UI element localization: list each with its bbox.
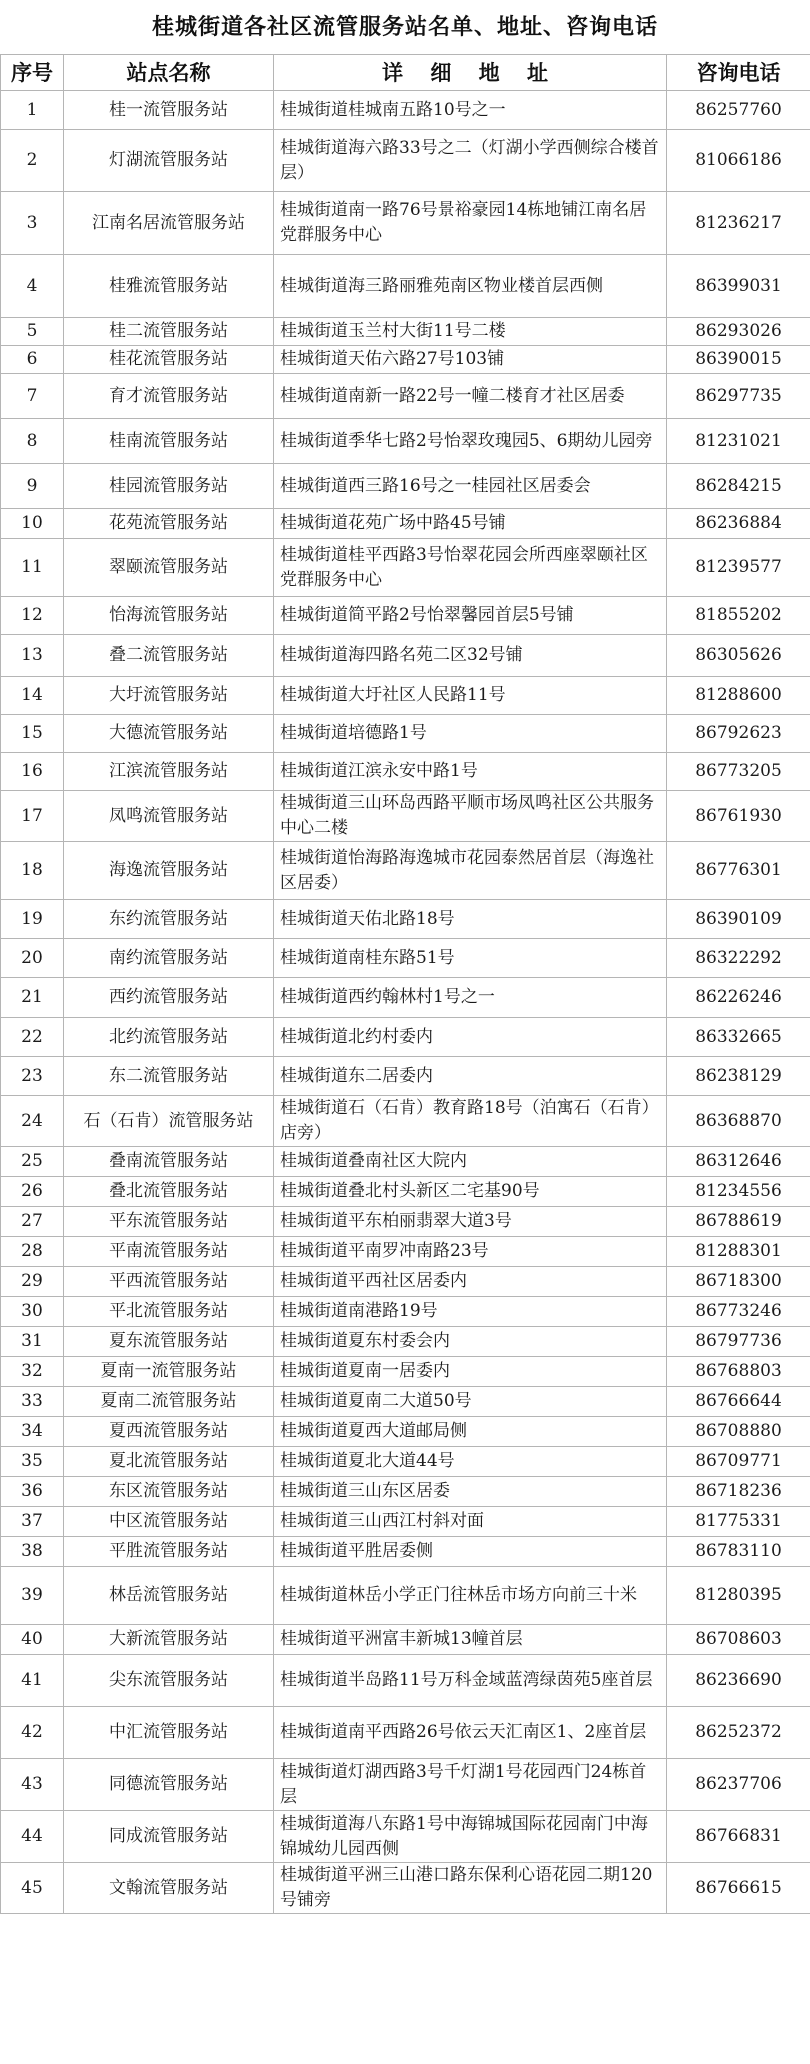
- station-phone: 86792623: [667, 715, 810, 753]
- station-phone: 86312646: [667, 1147, 810, 1177]
- station-name: 桂雅流管服务站: [64, 255, 274, 318]
- header-phone: 咨询电话: [667, 55, 810, 91]
- station-phone: 86399031: [667, 255, 810, 318]
- station-name: 翠颐流管服务站: [64, 539, 274, 597]
- station-address: 桂城街道海六路33号之二（灯湖小学西侧综合楼首层）: [274, 130, 667, 192]
- table-row: [1, 1057, 810, 1096]
- table-row: [1, 1207, 810, 1237]
- station-name: 平东流管服务站: [64, 1207, 274, 1237]
- table-row: [1, 1477, 810, 1507]
- station-name: 大新流管服务站: [64, 1625, 274, 1655]
- station-address: 桂城街道夏北大道44号: [274, 1447, 667, 1477]
- station-address: 桂城街道北约村委内: [274, 1018, 667, 1057]
- station-address: 桂城街道桂平西路3号怡翠花园会所西座翠颐社区党群服务中心: [274, 539, 667, 597]
- row-number: 25: [1, 1147, 64, 1177]
- table-row: [1, 130, 810, 192]
- table-row: [1, 1387, 810, 1417]
- station-phone: 86305626: [667, 635, 810, 677]
- station-address: 桂城街道桂城南五路10号之一: [274, 91, 667, 130]
- station-address: 桂城街道玉兰村大街11号二楼: [274, 318, 667, 346]
- station-phone: 86776301: [667, 842, 810, 900]
- station-address: 桂城街道平洲富丰新城13幢首层: [274, 1625, 667, 1655]
- station-name: 夏南一流管服务站: [64, 1357, 274, 1387]
- row-number: 2: [1, 130, 64, 192]
- station-address: 桂城街道三山环岛西路平顺市场凤鸣社区公共服务中心二楼: [274, 791, 667, 842]
- station-address: 桂城街道培德路1号: [274, 715, 667, 753]
- row-number: 43: [1, 1759, 64, 1811]
- station-address: 桂城街道江滨永安中路1号: [274, 753, 667, 791]
- row-number: 30: [1, 1297, 64, 1327]
- station-name: 中汇流管服务站: [64, 1707, 274, 1759]
- row-number: 16: [1, 753, 64, 791]
- station-name: 叠北流管服务站: [64, 1177, 274, 1207]
- station-name: 文翰流管服务站: [64, 1863, 274, 1914]
- station-name: 育才流管服务站: [64, 374, 274, 419]
- station-phone: 86390015: [667, 346, 810, 374]
- station-name: 东区流管服务站: [64, 1477, 274, 1507]
- station-address: 桂城街道南平西路26号依云天汇南区1、2座首层: [274, 1707, 667, 1759]
- table-row: [1, 192, 810, 255]
- table-row: [1, 346, 810, 374]
- station-phone: 86332665: [667, 1018, 810, 1057]
- station-name: 桂南流管服务站: [64, 419, 274, 464]
- station-name: 东约流管服务站: [64, 900, 274, 939]
- station-address: 桂城街道平南罗冲南路23号: [274, 1237, 667, 1267]
- table-row: [1, 1811, 810, 1863]
- station-phone: 86708880: [667, 1417, 810, 1447]
- station-address: 桂城街道天佑六路27号103铺: [274, 346, 667, 374]
- row-number: 3: [1, 192, 64, 255]
- station-phone: 86768803: [667, 1357, 810, 1387]
- stations-table: [0, 54, 810, 1914]
- table-row: [1, 791, 810, 842]
- station-phone: 86293026: [667, 318, 810, 346]
- station-phone: 86284215: [667, 464, 810, 509]
- table-row: [1, 1537, 810, 1567]
- row-number: 11: [1, 539, 64, 597]
- station-name: 平西流管服务站: [64, 1267, 274, 1297]
- station-phone: 86238129: [667, 1057, 810, 1096]
- row-number: 5: [1, 318, 64, 346]
- station-name: 平北流管服务站: [64, 1297, 274, 1327]
- station-phone: 86322292: [667, 939, 810, 978]
- station-phone: 86236690: [667, 1655, 810, 1707]
- station-address: 桂城街道大圩社区人民路11号: [274, 677, 667, 715]
- table-row: [1, 1625, 810, 1655]
- table-row: [1, 539, 810, 597]
- station-name: 凤鸣流管服务站: [64, 791, 274, 842]
- row-number: 26: [1, 1177, 64, 1207]
- row-number: 40: [1, 1625, 64, 1655]
- station-phone: 86237706: [667, 1759, 810, 1811]
- table-row: [1, 1237, 810, 1267]
- table-row: [1, 635, 810, 677]
- station-name: 夏南二流管服务站: [64, 1387, 274, 1417]
- station-address: 桂城街道平东柏丽翡翠大道3号: [274, 1207, 667, 1237]
- header-name: 站点名称: [64, 55, 274, 91]
- station-name: 桂一流管服务站: [64, 91, 274, 130]
- station-phone: 86390109: [667, 900, 810, 939]
- station-address: 桂城街道平西社区居委内: [274, 1267, 667, 1297]
- station-phone: 81236217: [667, 192, 810, 255]
- station-phone: 86766644: [667, 1387, 810, 1417]
- station-phone: 86783110: [667, 1537, 810, 1567]
- station-name: 大圩流管服务站: [64, 677, 274, 715]
- station-address: 桂城街道南一路76号景裕豪园14栋地铺江南名居党群服务中心: [274, 192, 667, 255]
- table-row: [1, 464, 810, 509]
- station-address: 桂城街道石（石肯）教育路18号（泊寓石（石肯）店旁）: [274, 1096, 667, 1147]
- station-address: 桂城街道三山西江村斜对面: [274, 1507, 667, 1537]
- station-name: 桂二流管服务站: [64, 318, 274, 346]
- station-name: 叠二流管服务站: [64, 635, 274, 677]
- station-name: 平胜流管服务站: [64, 1537, 274, 1567]
- table-row: [1, 842, 810, 900]
- station-address: 桂城街道三山东区居委: [274, 1477, 667, 1507]
- station-phone: 86718300: [667, 1267, 810, 1297]
- station-phone: 86766831: [667, 1811, 810, 1863]
- station-name: 江滨流管服务站: [64, 753, 274, 791]
- station-phone: 86773246: [667, 1297, 810, 1327]
- table-row: [1, 1096, 810, 1147]
- row-number: 37: [1, 1507, 64, 1537]
- document-title: 桂城街道各社区流管服务站名单、地址、咨询电话: [151, 14, 658, 40]
- station-address: 桂城街道叠南社区大院内: [274, 1147, 667, 1177]
- table-row: [1, 1327, 810, 1357]
- row-number: 29: [1, 1267, 64, 1297]
- station-phone: 86761930: [667, 791, 810, 842]
- station-address: 桂城街道天佑北路18号: [274, 900, 667, 939]
- table-row: [1, 1177, 810, 1207]
- row-number: 17: [1, 791, 64, 842]
- table-row: [1, 318, 810, 346]
- station-phone: 81280395: [667, 1567, 810, 1625]
- station-address: 桂城街道夏东村委会内: [274, 1327, 667, 1357]
- table-row: [1, 677, 810, 715]
- station-name: 灯湖流管服务站: [64, 130, 274, 192]
- station-address: 桂城街道南港路19号: [274, 1297, 667, 1327]
- row-number: 13: [1, 635, 64, 677]
- table-row: [1, 419, 810, 464]
- row-number: 1: [1, 91, 64, 130]
- row-number: 23: [1, 1057, 64, 1096]
- row-number: 19: [1, 900, 64, 939]
- table-row: [1, 255, 810, 318]
- station-name: 大德流管服务站: [64, 715, 274, 753]
- row-number: 21: [1, 978, 64, 1018]
- station-phone: 81775331: [667, 1507, 810, 1537]
- station-phone: 86368870: [667, 1096, 810, 1147]
- table-row: [1, 1507, 810, 1537]
- row-number: 32: [1, 1357, 64, 1387]
- station-phone: 86773205: [667, 753, 810, 791]
- station-address: 桂城街道平胜居委侧: [274, 1537, 667, 1567]
- table-row: [1, 91, 810, 130]
- row-number: 18: [1, 842, 64, 900]
- row-number: 15: [1, 715, 64, 753]
- table-row: [1, 978, 810, 1018]
- station-address: 桂城街道叠北村头新区二宅基90号: [274, 1177, 667, 1207]
- station-address: 桂城街道东二居委内: [274, 1057, 667, 1096]
- row-number: 10: [1, 509, 64, 539]
- station-name: 同德流管服务站: [64, 1759, 274, 1811]
- row-number: 34: [1, 1417, 64, 1447]
- station-name: 桂园流管服务站: [64, 464, 274, 509]
- station-name: 林岳流管服务站: [64, 1567, 274, 1625]
- header-address: 详 细 地 址: [274, 55, 667, 91]
- table-row: [1, 1447, 810, 1477]
- row-number: 42: [1, 1707, 64, 1759]
- station-phone: 81234556: [667, 1177, 810, 1207]
- row-number: 45: [1, 1863, 64, 1914]
- station-address: 桂城街道西约翰林村1号之一: [274, 978, 667, 1018]
- table-row: [1, 597, 810, 635]
- table-row: [1, 1018, 810, 1057]
- station-name: 尖东流管服务站: [64, 1655, 274, 1707]
- station-address: 桂城街道季华七路2号怡翠玫瑰园5、6期幼儿园旁: [274, 419, 667, 464]
- station-phone: 81288301: [667, 1237, 810, 1267]
- station-address: 桂城街道西三路16号之一桂园社区居委会: [274, 464, 667, 509]
- table-row: [1, 1147, 810, 1177]
- station-phone: 86709771: [667, 1447, 810, 1477]
- station-name: 夏北流管服务站: [64, 1447, 274, 1477]
- table-row: [1, 509, 810, 539]
- table-row: [1, 1417, 810, 1447]
- station-name: 北约流管服务站: [64, 1018, 274, 1057]
- station-address: 桂城街道林岳小学正门往林岳市场方向前三十米: [274, 1567, 667, 1625]
- station-address: 桂城街道海四路名苑二区32号铺: [274, 635, 667, 677]
- row-number: 9: [1, 464, 64, 509]
- row-number: 38: [1, 1537, 64, 1567]
- station-phone: 86257760: [667, 91, 810, 130]
- table-row: [1, 939, 810, 978]
- station-phone: 81066186: [667, 130, 810, 192]
- station-address: 桂城街道灯湖西路3号千灯湖1号花园西门24栋首层: [274, 1759, 667, 1811]
- station-name: 平南流管服务站: [64, 1237, 274, 1267]
- station-phone: 81855202: [667, 597, 810, 635]
- station-address: 桂城街道简平路2号怡翠馨园首层5号铺: [274, 597, 667, 635]
- row-number: 24: [1, 1096, 64, 1147]
- station-phone: 86788619: [667, 1207, 810, 1237]
- station-name: 花苑流管服务站: [64, 509, 274, 539]
- row-number: 14: [1, 677, 64, 715]
- station-phone: 81239577: [667, 539, 810, 597]
- station-phone: 86718236: [667, 1477, 810, 1507]
- row-number: 31: [1, 1327, 64, 1357]
- station-name: 桂花流管服务站: [64, 346, 274, 374]
- row-number: 35: [1, 1447, 64, 1477]
- station-phone: 81288600: [667, 677, 810, 715]
- row-number: 20: [1, 939, 64, 978]
- table-row: [1, 715, 810, 753]
- station-name: 东二流管服务站: [64, 1057, 274, 1096]
- station-name: 石（石肯）流管服务站: [64, 1096, 274, 1147]
- header-no: 序号: [1, 55, 64, 91]
- row-number: 6: [1, 346, 64, 374]
- station-address: 桂城街道半岛路11号万科金域蓝湾绿茵苑5座首层: [274, 1655, 667, 1707]
- table-row: [1, 1655, 810, 1707]
- row-number: 7: [1, 374, 64, 419]
- row-number: 39: [1, 1567, 64, 1625]
- station-name: 西约流管服务站: [64, 978, 274, 1018]
- station-address: 桂城街道花苑广场中路45号铺: [274, 509, 667, 539]
- station-name: 叠南流管服务站: [64, 1147, 274, 1177]
- station-name: 夏东流管服务站: [64, 1327, 274, 1357]
- station-phone: 86708603: [667, 1625, 810, 1655]
- station-address: 桂城街道怡海路海逸城市花园泰然居首层（海逸社区居委）: [274, 842, 667, 900]
- station-address: 桂城街道海八东路1号中海锦城国际花园南门中海锦城幼儿园西侧: [274, 1811, 667, 1863]
- table-row: [1, 1567, 810, 1625]
- station-phone: 86297735: [667, 374, 810, 419]
- station-address: 桂城街道南新一路22号一幢二楼育才社区居委: [274, 374, 667, 419]
- station-phone: 86766615: [667, 1863, 810, 1914]
- row-number: 27: [1, 1207, 64, 1237]
- station-name: 江南名居流管服务站: [64, 192, 274, 255]
- station-address: 桂城街道夏南二大道50号: [274, 1387, 667, 1417]
- row-number: 12: [1, 597, 64, 635]
- table-body: [1, 91, 810, 1914]
- station-address: 桂城街道平洲三山港口路东保利心语花园二期120号铺旁: [274, 1863, 667, 1914]
- station-address: 桂城街道海三路丽雅苑南区物业楼首层西侧: [274, 255, 667, 318]
- row-number: 28: [1, 1237, 64, 1267]
- row-number: 8: [1, 419, 64, 464]
- station-name: 夏西流管服务站: [64, 1417, 274, 1447]
- table-row: [1, 1267, 810, 1297]
- station-name: 同成流管服务站: [64, 1811, 274, 1863]
- table-row: [1, 753, 810, 791]
- table-row: [1, 1297, 810, 1327]
- table-row: [1, 1863, 810, 1914]
- table-row: [1, 374, 810, 419]
- station-name: 中区流管服务站: [64, 1507, 274, 1537]
- table-row: [1, 900, 810, 939]
- table-header-row: [1, 55, 810, 91]
- station-name: 怡海流管服务站: [64, 597, 274, 635]
- station-address: 桂城街道夏南一居委内: [274, 1357, 667, 1387]
- row-number: 44: [1, 1811, 64, 1863]
- table-row: [1, 1357, 810, 1387]
- station-phone: 86252372: [667, 1707, 810, 1759]
- station-phone: 86236884: [667, 509, 810, 539]
- station-name: 南约流管服务站: [64, 939, 274, 978]
- station-address: 桂城街道夏西大道邮局侧: [274, 1417, 667, 1447]
- station-phone: 86797736: [667, 1327, 810, 1357]
- table-row: [1, 1759, 810, 1811]
- row-number: 41: [1, 1655, 64, 1707]
- station-address: 桂城街道南桂东路51号: [274, 939, 667, 978]
- station-phone: 86226246: [667, 978, 810, 1018]
- row-number: 22: [1, 1018, 64, 1057]
- station-phone: 81231021: [667, 419, 810, 464]
- row-number: 36: [1, 1477, 64, 1507]
- row-number: 4: [1, 255, 64, 318]
- station-name: 海逸流管服务站: [64, 842, 274, 900]
- table-row: [1, 1707, 810, 1759]
- row-number: 33: [1, 1387, 64, 1417]
